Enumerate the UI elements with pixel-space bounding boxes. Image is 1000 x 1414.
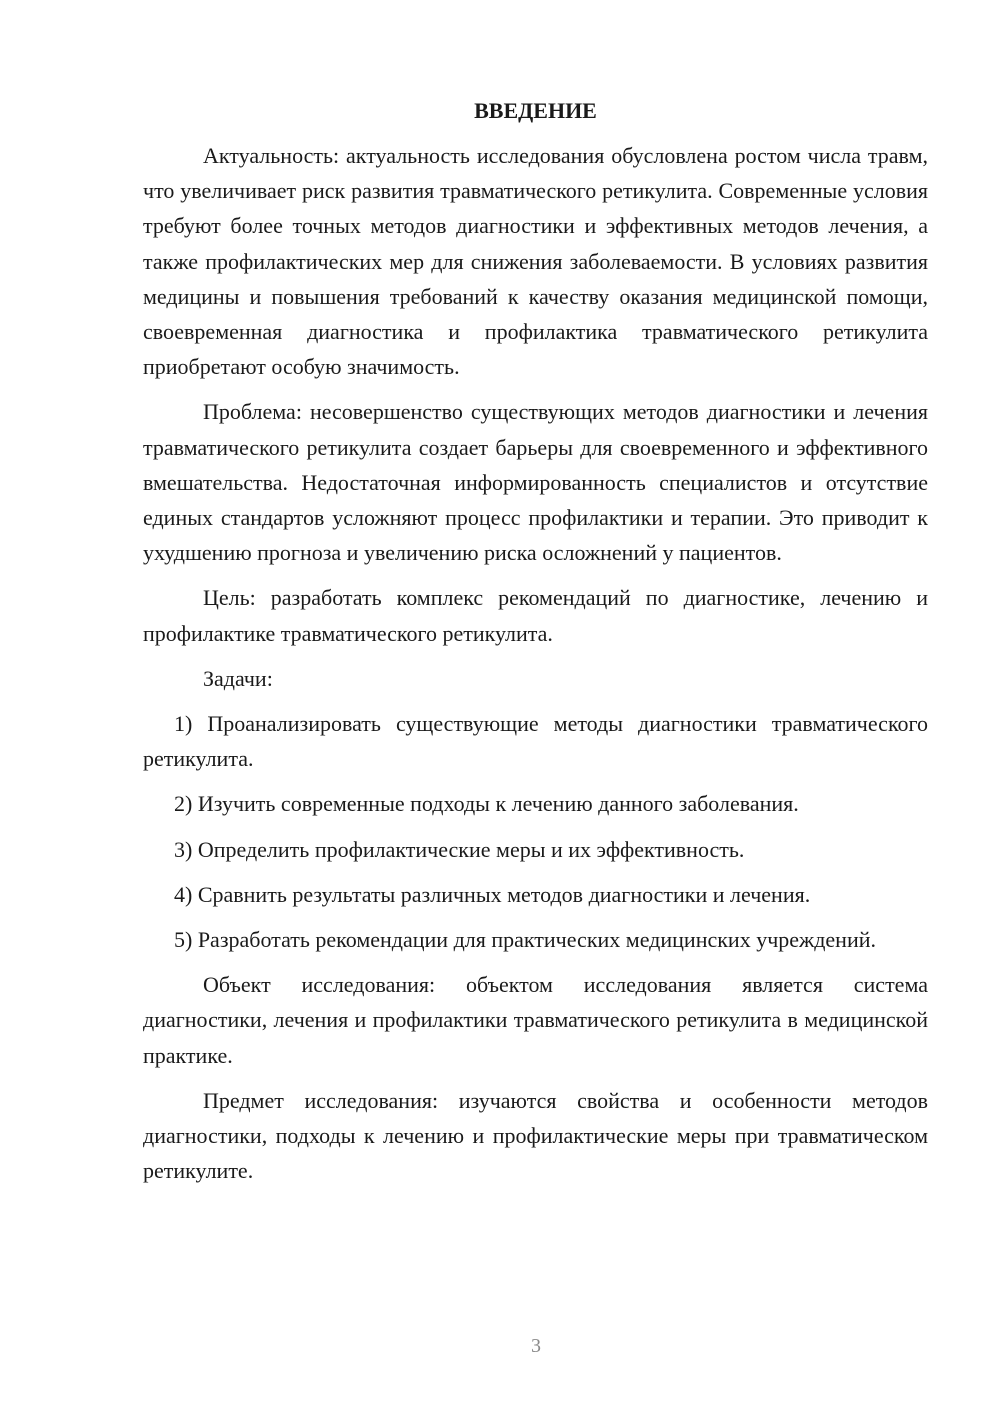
list-item: 2) Изучить современные подходы к лечению данного заболевания.	[174, 791, 799, 817]
paragraph-problem: Проблема: несовершенство существующих методов диагностики и лечения травматического ретикулита создает барьеры для своевременного и эффективного вмешательства. Недостаточная информированность специалистов и отсутствие единых стандартов усложняют процесс профилактики и терапии. Это приводит к ухудшению прогноза и увеличению риска осложнений у пациентов.	[143, 399, 928, 566]
page-number: 3	[531, 1335, 541, 1357]
document-page	[143, 96, 928, 1198]
paragraph-object: Объект исследования: объектом исследования является система диагностики, лечения и профилактики травматического ретикулита в медицинской практике.	[143, 972, 928, 1068]
paragraph-relevance: Актуальность: актуальность исследования обусловлена ростом числа травм, что увеличивает риск развития травматического ретикулита. Современные условия требуют более точных методов диагностики и эффективных методов лечения, а также профилактических мер для снижения заболеваемости. В условиях развития медицины и повышения требований к качеству оказания медицинской помощи, своевременная диагностика и профилактика травматического ретикулита приобретают особую значимость.	[143, 143, 928, 380]
list-item: 4) Сравнить результаты различных методов диагностики и лечения.	[174, 881, 811, 907]
tasks-heading: Задачи:	[203, 665, 273, 691]
paragraph-subject: Предмет исследования: изучаются свойства и особенности методов диагностики, подходы к лечению и профилактические меры при травматическом ретикулите.	[143, 1087, 928, 1184]
list-item: 5) Разработать рекомендации для практических медицинских учреждений.	[174, 927, 877, 953]
list-item: 1) Проанализировать существующие методы диагностики травматического ретикулита.	[143, 711, 928, 772]
paragraph-goal: Цель: разработать комплекс рекомендаций по диагностике, лечению и профилактике травматического ретикулита.	[143, 585, 928, 646]
list-item: 3) Определить профилактические меры и их эффективность.	[174, 836, 745, 862]
page-title: ВВЕДЕНИЕ	[474, 98, 597, 123]
tasks-list	[143, 706, 928, 957]
